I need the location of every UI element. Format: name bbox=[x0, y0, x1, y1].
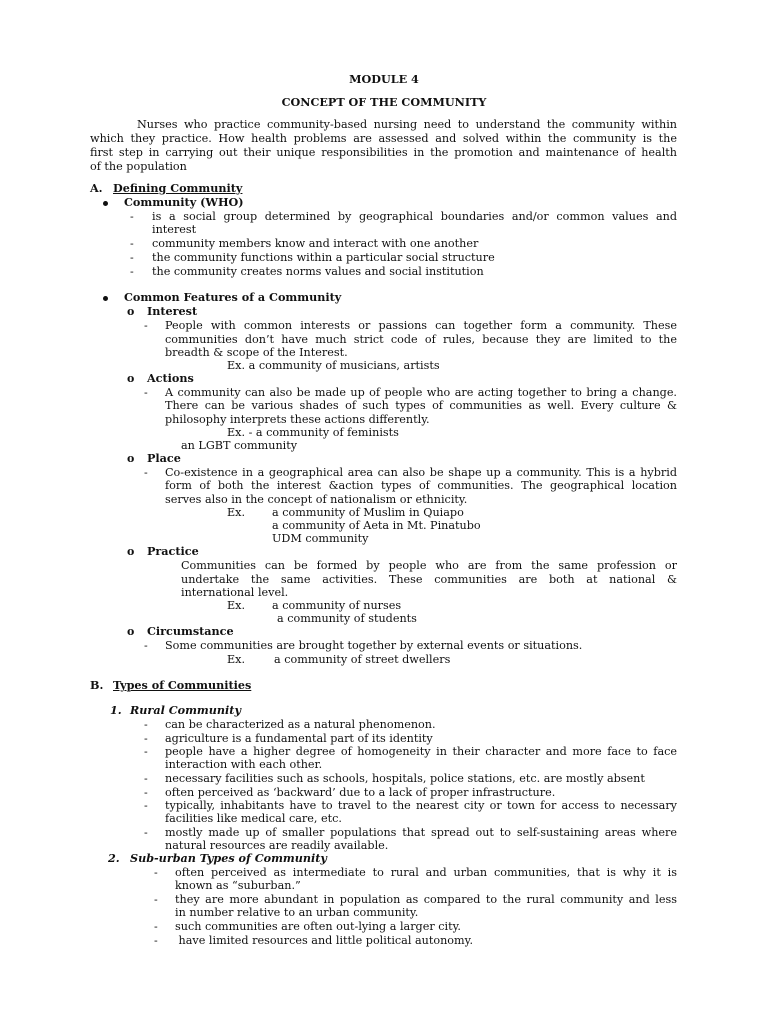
example-text: Ex. - a community of feminists bbox=[227, 426, 399, 439]
intro-line: of the population bbox=[90, 160, 187, 173]
circle-bullet-icon: o bbox=[127, 305, 135, 318]
dash-icon: - bbox=[130, 237, 134, 250]
list-item: interest bbox=[152, 223, 197, 236]
list-item: serves also in the concept of nationalism or ethnicity. bbox=[165, 493, 468, 506]
example-text: a community of street dwellers bbox=[274, 653, 451, 666]
list-item: A community can also be made up of people who are acting together to bring a change. bbox=[165, 386, 677, 399]
list-item: people have a higher degree of homogeneity in their character and more face to face bbox=[165, 745, 677, 758]
circumstance-label: Circumstance bbox=[147, 624, 234, 638]
list-item: Communities can be formed by people who are from the same profession or bbox=[181, 559, 677, 572]
page-title: CONCEPT OF THE COMMUNITY bbox=[281, 95, 487, 109]
features-heading: Common Features of a Community bbox=[124, 290, 342, 304]
section-b-heading: Types of Communities bbox=[113, 678, 252, 692]
list-item: international level. bbox=[181, 586, 289, 599]
example-label: Ex. bbox=[227, 506, 246, 519]
dash-icon: - bbox=[144, 826, 148, 839]
circle-bullet-icon: o bbox=[127, 625, 135, 638]
list-item: agriculture is a fundamental part of its identity bbox=[165, 732, 433, 745]
suburban-number: 2. bbox=[108, 851, 120, 865]
example-text: a community of Aeta in Mt. Pinatubo bbox=[272, 519, 481, 532]
example-text: a community of students bbox=[277, 612, 417, 625]
dash-icon: - bbox=[130, 265, 134, 278]
intro-line: Nurses who practice community-based nursing need to understand the community within bbox=[137, 118, 677, 131]
list-item: known as “suburban.” bbox=[175, 879, 301, 892]
example-text: Ex. a community of musicians, artists bbox=[227, 359, 440, 372]
place-label: Place bbox=[147, 451, 181, 465]
list-item: There can be various shades of such types of communities as well. Every culture & bbox=[165, 399, 677, 412]
dash-icon: - bbox=[130, 210, 134, 223]
dash-icon: - bbox=[144, 639, 148, 652]
dash-icon: - bbox=[144, 745, 148, 758]
list-item: form of both the interest &action types of communities. The geographical location bbox=[165, 479, 677, 492]
section-a-heading: Defining Community bbox=[113, 181, 243, 195]
list-item: breadth & scope of the Interest. bbox=[165, 346, 348, 359]
dash-icon: - bbox=[144, 772, 148, 785]
community-who-heading: Community (WHO) bbox=[124, 195, 244, 209]
list-item: People with common interests or passions can together form a community. These bbox=[165, 319, 677, 332]
rural-heading: Rural Community bbox=[130, 703, 241, 717]
practice-label: Practice bbox=[147, 544, 199, 558]
dash-icon: - bbox=[144, 732, 148, 745]
example-text: a community of Muslim in Quiapo bbox=[272, 506, 464, 519]
example-label: Ex. bbox=[227, 599, 246, 612]
list-item: in number relative to an urban community. bbox=[175, 906, 419, 919]
intro-line: first step in carrying out their unique responsibilities in the promotion and maintenance of health bbox=[90, 146, 677, 159]
list-item: such communities are often out-lying a larger city. bbox=[175, 920, 461, 933]
dash-icon: - bbox=[144, 786, 148, 799]
dash-icon: - bbox=[154, 934, 158, 947]
dash-icon: - bbox=[154, 920, 158, 933]
dash-icon: - bbox=[144, 466, 148, 479]
section-a-letter: A. bbox=[90, 181, 103, 195]
list-item: typically, inhabitants have to travel to the nearest city or town for access to necessary bbox=[165, 799, 677, 812]
list-item: undertake the same activities. These communities are both at national & bbox=[181, 573, 677, 586]
list-item: communities don’t have much strict code of rules, because they are limited to the bbox=[165, 333, 677, 346]
list-item: facilities like medical care, etc. bbox=[165, 812, 342, 825]
actions-label: Actions bbox=[147, 371, 194, 385]
example-text: UDM community bbox=[272, 532, 369, 545]
dash-icon: - bbox=[144, 718, 148, 731]
list-item: interaction with each other. bbox=[165, 758, 323, 771]
dash-icon: - bbox=[130, 251, 134, 264]
circle-bullet-icon: o bbox=[127, 372, 135, 385]
intro-line: which they practice. How health problems are assessed and solved within the community is the bbox=[90, 132, 677, 145]
list-item: the community functions within a particular social structure bbox=[152, 251, 495, 264]
list-item: is a social group determined by geographical boundaries and/or common values and bbox=[152, 210, 677, 223]
dash-icon: - bbox=[144, 386, 148, 399]
dash-icon: - bbox=[144, 319, 148, 332]
example-text: a community of nurses bbox=[272, 599, 402, 612]
list-item: often perceived as intermediate to rural and urban communities, that is why it is bbox=[175, 866, 677, 879]
list-item: natural resources are readily available. bbox=[165, 839, 389, 852]
list-item: philosophy interprets these actions differently. bbox=[165, 413, 430, 426]
interest-label: Interest bbox=[147, 304, 198, 318]
list-item: Some communities are brought together by external events or situations. bbox=[165, 639, 583, 652]
bullet-icon bbox=[103, 296, 108, 301]
list-item: can be characterized as a natural phenomenon. bbox=[165, 718, 436, 731]
section-b-letter: B. bbox=[90, 678, 104, 692]
list-item: Co-existence in a geographical area can also be shape up a community. This is a hybrid bbox=[165, 466, 677, 479]
list-item: community members know and interact with one another bbox=[152, 237, 479, 250]
example-text: an LGBT community bbox=[181, 439, 298, 452]
bullet-icon bbox=[103, 201, 108, 206]
list-item: mostly made up of smaller populations that spread out to self-sustaining areas where bbox=[165, 826, 677, 839]
list-item: the community creates norms values and social institution bbox=[152, 265, 484, 278]
dash-icon: - bbox=[154, 893, 158, 906]
circle-bullet-icon: o bbox=[127, 452, 135, 465]
suburban-heading: Sub-urban Types of Community bbox=[130, 851, 327, 865]
dash-icon: - bbox=[154, 866, 158, 879]
list-item: often perceived as ‘backward’ due to a lack of proper infrastructure. bbox=[165, 786, 556, 799]
list-item: have limited resources and little political autonomy. bbox=[175, 934, 474, 947]
list-item: they are more abundant in population as compared to the rural community and less bbox=[175, 893, 677, 906]
list-item: necessary facilities such as schools, hospitals, police stations, etc. are mostly absent bbox=[165, 772, 645, 785]
circle-bullet-icon: o bbox=[127, 545, 135, 558]
module-title: MODULE 4 bbox=[349, 72, 419, 86]
example-label: Ex. bbox=[227, 653, 246, 666]
rural-number: 1. bbox=[110, 703, 122, 717]
dash-icon: - bbox=[144, 799, 148, 812]
